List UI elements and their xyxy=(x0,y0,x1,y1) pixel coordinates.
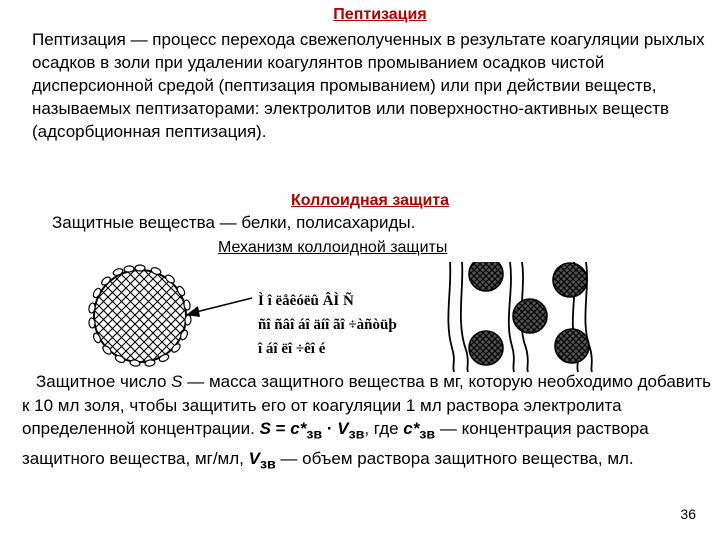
formula-sub: зв xyxy=(348,426,365,443)
text-run: — объем раствора защитного вещества, мл. xyxy=(275,448,634,468)
paragraph-peptization: Пептизация — процесс перехода свежеполученных в результате коагуляции рыхлых осадков в золи при удалении коагулянтов промыванием осадков чистой дисперсионной средой (пептизация промыванием) или при действии веществ, называемых пептизаторами: электролитов или поверхностно-активных веществ (адсорбционная пептизация). xyxy=(32,30,705,141)
pointer-arrow xyxy=(186,298,252,317)
formula-sub: зв xyxy=(306,426,323,443)
symbol-c: c* xyxy=(403,419,420,438)
formula-S: S xyxy=(259,419,271,438)
title-colloid-protection: Коллоидная защита xyxy=(290,192,450,209)
symbol-sub: зв xyxy=(419,426,436,443)
formula-eq: = xyxy=(270,419,291,438)
mechanism-heading: Механизм коллоидной защиты xyxy=(218,239,448,256)
page-number: 36 xyxy=(680,506,696,522)
paragraph-protective-number xyxy=(22,370,718,477)
symbol-V: V xyxy=(248,448,260,468)
formula-dot: · xyxy=(322,419,338,438)
formula-c: c* xyxy=(290,419,307,438)
text-run: — концентрация раствора защитного вещества, мг/мл, xyxy=(22,419,649,468)
title-peptization: Пептизация xyxy=(333,6,427,23)
coated-particles xyxy=(469,262,589,365)
text-run: , где xyxy=(364,419,404,438)
formula-V: V xyxy=(337,419,349,438)
symbol-S: S xyxy=(171,372,183,391)
symbol-sub: зв xyxy=(259,456,276,473)
text-run: Защитное число xyxy=(36,372,172,391)
protective-substances-line: Защитные вещества — белки, полисахариды. xyxy=(52,213,416,232)
text-run: — масса защитного вещества в мг, которую необходимо добавить к 10 мл золя, чтобы защитить его от коагуляции 1 мл раствора электролита определенной концентрации. xyxy=(22,372,711,438)
diagram-label-line-1: Ì î ëåêóëû ÂÌ Ñ xyxy=(258,293,354,309)
diagram-label-line-2: ñî ñâî áî äíî ãî ÷àñòüþ xyxy=(258,317,397,333)
protected-particle xyxy=(88,265,191,367)
diagram-label-line-3: î áî ëî ÷êî é xyxy=(258,341,326,357)
